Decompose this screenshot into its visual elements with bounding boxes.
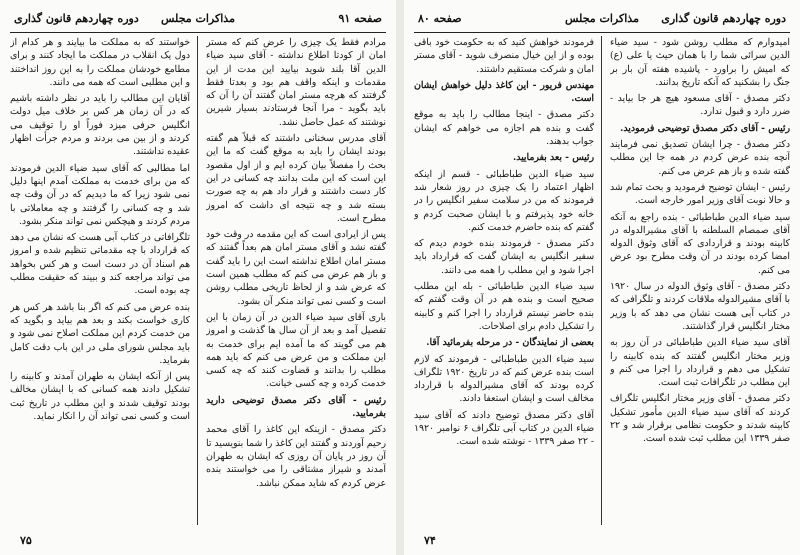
paragraph: رئیس - آقای دکتر مصدق توضیحی دارید بفرمایید. xyxy=(206,394,386,420)
paragraph: سید ضیاء الدین طباطبائی - بنده راجع به آنکه آقای صمصام السلطنه با آقای مشیرالدوله در کابینه بودند و قراردادی که آقای وثوق الدوله امضا کرده بودند در آن وقت مطرح بود عرض می کنم. xyxy=(610,211,790,276)
left-journal-title: مذاکرات مجلس xyxy=(161,12,235,25)
right-page-columns xyxy=(414,36,790,525)
paragraph: دکتر مصدق - فرمودند بنده خودم دیدم که سفیر انگلیس به ایشان گفت که قرارداد باید اجرا شود و این مطلب را همه می دانند. xyxy=(414,238,594,276)
paragraph: سید ضیاء الدین طباطبائی - بله این مطلب صحیح است و بنده هم در آن وقت گفتم که بنده حاضر نیستم قرارداد را اجرا کنم و کابینه را تشکیل دادم برای اصلاحات. xyxy=(414,281,594,332)
paragraph: آقای دکتر مصدق توضیح دادند که آقای سید ضیاء الدین در کتاب آبی تلگراف ۶ نوامبر ۱۹۲۰ - ۲۲ صفر ۱۳۳۹ - نوشته شده است. xyxy=(414,409,594,448)
left-page-columns xyxy=(10,36,386,525)
paragraph: سید ضیاء الدین طباطبائی - فرمودند که لازم است بنده عرض کنم که در تاریخ ۱۹۲۰ تلگراف کرده بودند که آقای مشیرالدوله با قرارداد مخالف است و ایشان استعفا دادند. xyxy=(414,353,594,405)
paragraph: تلگرافاتی در کتاب آبی هست که نشان می دهد که قرارداد با چه مقدماتی تنظیم شده و امروز هم اسناد آن در دست است و هر کس بخواهد می تواند مراجعه کند و ببیند که حقیقت مطلب چه بوده است. xyxy=(10,232,190,297)
left-page-label: صفحه ۹۱ xyxy=(338,12,382,25)
paragraph: رئیس - بعد بفرمایید. xyxy=(513,152,594,164)
right-page-number: ۷۴ xyxy=(424,534,436,547)
paragraph: بعضی از نمایندگان - در مرحله بفرمائید آقا. xyxy=(426,337,594,349)
paragraph: رئیس - ایشان توضیح فرمودید و بحث تمام شد و حالا نوبت آقای وزیر امور خارجه است. xyxy=(610,181,790,207)
paragraph: امیدوارم که مطلب روشن شود - سید ضیاء الدین سرائی شما را با همان حیث یا علی (ع) که امیش را براورد - پاشیده هفته آن بار بر جنگ را بشکنید که آنکه تاریخ بدانند. xyxy=(610,37,790,88)
paragraph: آقای سید ضیاء الدین طباطبائی در آن روز به وزیر مختار انگلیس گفتند که بنده کابینه را تشکیل می دهم و قرارداد را اجرا می کنم و این مطلب در تلگرافات ثبت است. xyxy=(610,337,790,389)
paragraph: دکتر مصدق - آقای وثوق الدوله در سال ۱۹۲۰ با آقای مشیرالدوله ملاقات کردند و تلگرافی که در کتاب آبی هست نشان می دهد که با وزیر مختار انگلیس قرار گذاشتند. xyxy=(610,281,790,332)
right-page-column-left xyxy=(414,36,594,525)
left-page xyxy=(0,0,396,555)
paragraph: دکتر مصدق - آقای وزیر مختار انگلیس تلگراف کردند که آقای سید ضیاء الدین مأمور تشکیل کابینه شدند و حکومت نظامی برقرار شد و ۲۲ صفر ۱۳۳۹ این مطلب ثبت شده است. xyxy=(610,393,790,445)
right-session-title: دوره چهاردهم قانون گذاری xyxy=(661,12,786,25)
paragraph: مهندس فریور - این کاغذ دلیل خواهش ایشان است. xyxy=(414,79,594,105)
paragraph: دکتر مصدق - چرا ایشان تصدیق نمی فرمایند آنچه بنده عرض کردم در همه جا این مطلب گفته شده و باز هم عرض می کنم. xyxy=(610,139,790,177)
right-page-header xyxy=(414,10,790,33)
paragraph: اما مطالبی که آقای سید ضیاء الدین فرمودند که من برای خدمت به مملکت آمدم اینها دلیل نمی شود زیرا که ما دیدیم که در آن وقت چه شد و چه کسانی را گرفتند و چه معاملاتی با مردم کردند و هیچکس نمی تواند منکر بشود. xyxy=(10,162,190,227)
left-page-column-right xyxy=(206,36,386,525)
paragraph: پس از آنکه ایشان به طهران آمدند و کابینه را تشکیل دادند همه کسانی که با ایشان مخالف بودند توقیف شدند و این مطلب در تاریخ ثبت است و کسی نمی تواند آن را انکار نماید. xyxy=(10,371,190,423)
paragraph: سید ضیاء الدین طباطبائی - قسم از اینکه اظهار اعتماد را یک چیزی در روز شعار شد فرمودند که من در سلامت سفیر انگلیس را در خانه خود پذیرفتم و با ایشان صحبت کردم و گفتم که بنده حاضرم خدمت کنم. xyxy=(414,168,594,233)
right-page-label: صفحه ۸۰ xyxy=(418,12,462,25)
column-divider xyxy=(197,36,198,525)
left-session-title: دوره چهاردهم قانون گذاری xyxy=(14,12,139,25)
left-page-column-left xyxy=(10,36,190,525)
paragraph: مرادم فقط یک چیزی را عرض کنم که مستر امان از کودتا اطلاع نداشته - آقای سید ضیاء الدین آقا بلند شوید بیایید این مدت از این مقدمات و اینکه واقف هم بود و بعدتا فقط گرفتند که هرچه مستر امان گفتند آن را آن که باید بگوید - مرا آنجا فرستادند بسیار شیرین نوشتند که عمل حاصل نشد. xyxy=(206,37,386,128)
paragraph: دکتر مصدق - اینجا مطالب را باید به موقع گفت و بنده هم اجازه می خواهم که ایشان جواب بدهند. xyxy=(414,109,594,148)
column-divider xyxy=(601,36,602,525)
paragraph: باری آقای سید ضیاء الدین در آن زمان با این تفصیل آمد و بعد از آن سال ها گذشت و امروز هم می گویند که ما آمده ایم برای خدمت به این مملکت و من عرض می کنم که باید همه مطلب را بدانند و قضاوت کنند که چه کسی خدمت کرده و چه کسی خیانت. xyxy=(206,311,386,390)
left-page-number: ۷۵ xyxy=(20,534,32,547)
left-page-header xyxy=(10,10,386,33)
paragraph: فرمودند خواهش کنید که به حکومت خود باقی بوده و از این خیال منصرف شوید - آقای مستر امان و شرکت مستقیم داشتند. xyxy=(414,37,594,75)
paragraph: آقایان این مطالب را باید در نظر داشته باشیم که در آن زمان هر کس بر خلاف میل دولت انگلیس حرفی میزد فوراً او را توقیف می کردند و از بین می بردند و مردم جرأت اظهار عقیده نداشتند. xyxy=(10,93,190,158)
right-page xyxy=(404,0,800,555)
paragraph: پس از ایرادی است که این مقدمه در وقت خود گفته نشد و آقای مستر امان هم بعداً گفتند که مستر امان اطلاع نداشته است این را باید گفت و باز هم عرض می کنم که مطلب همین است که عرض شد و از لحاظ تاریخی مطلب روشن است و کسی نمی تواند منکر آن بشود. xyxy=(206,229,386,307)
page-gutter xyxy=(396,0,404,555)
paragraph: رئیس - آقای دکتر مصدق توضیحی فرمودید. xyxy=(620,122,790,134)
paragraph: دکتر مصدق - آقای مسعود هیچ هر جا بیاید - ضرر دارد و قبول ندارد. xyxy=(610,93,790,118)
paragraph: خواستند که به مملکت ما بیایند و هر کدام از دول یک انقلاب در مملکت ما ایجاد کنند و برای مطامع خودشان مملکت را به این روز انداختند و این مطلبی است که همه می دانند. xyxy=(10,37,190,88)
paragraph: آقای مدرس سخنانی داشتند که قبلاً هم گفته بودند ایشان را باید به موقع گفت که ما این بحث را مفصلاً بیان کرده ایم و از اول مقصود این است که این ملت بدانند چه کسانی در این کار دست داشتند و قرار داد هم به چه صورت بسته شد و چه نتیجه ای داشت که امروز مطرح است. xyxy=(206,133,386,224)
right-journal-title: مذاکرات مجلس xyxy=(565,12,639,25)
right-page-column-right xyxy=(610,36,790,525)
paragraph: بنده عرض می کنم که اگر بنا باشد هر کس هر کاری خواست بکند و بعد هم بیاید و بگوید که من خدمت کردم این مملکت اصلاح نمی شود و باید مجلس شورای ملی در این باب دقت کامل بفرماید. xyxy=(10,301,190,366)
paragraph: دکتر مصدق - ازینکه این کاغذ را آقای محمد رحیم آوردند و گفتند این کاغذ را شما بنویسید تا آن روز در پایان آن روزی که ایشان به طهران آمدند و شیراز مشتاقی را می خواستند بنده عرض کردم که شاید ممکن نباشد. xyxy=(206,424,386,489)
